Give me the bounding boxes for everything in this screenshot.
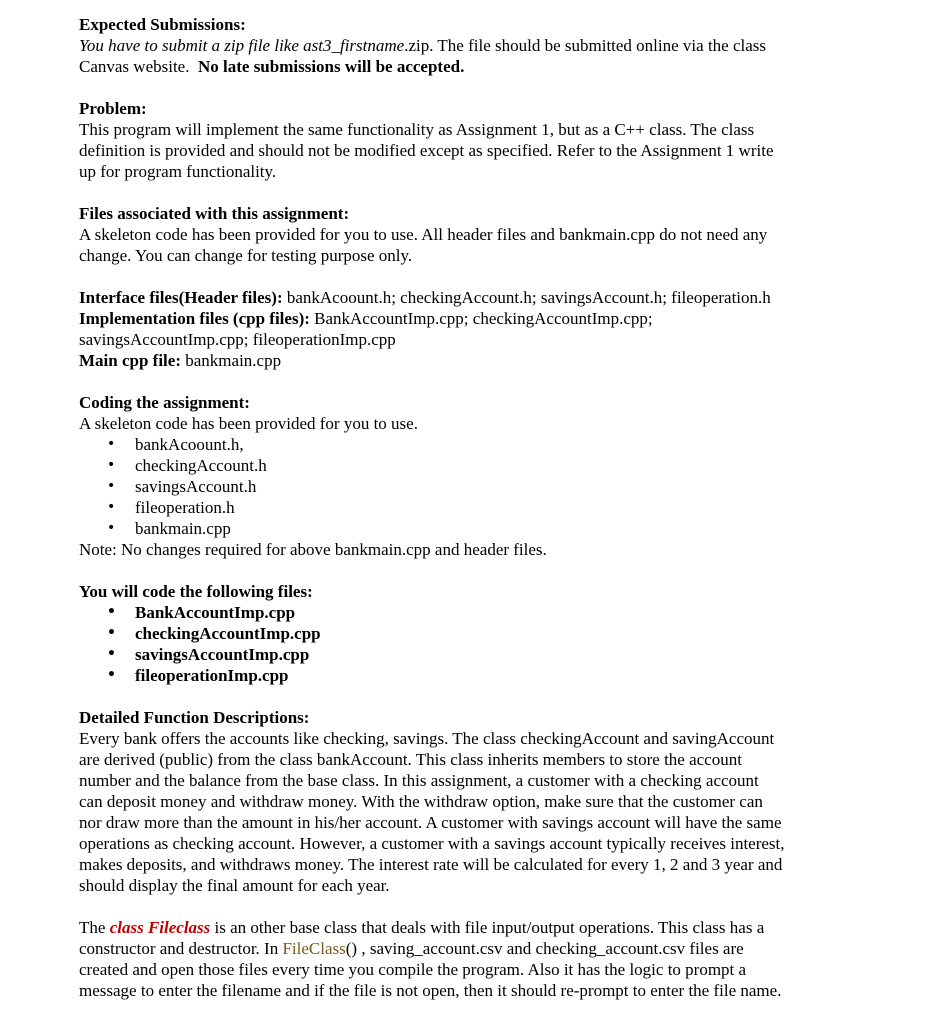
list-item: • savingsAccount.h (79, 476, 869, 497)
details-section (79, 707, 869, 896)
fileclass-line-2 (79, 938, 869, 959)
code-file-list (79, 602, 869, 686)
files-heading: Files associated with this assignment: (79, 204, 350, 223)
zip-file-name-text: You have to submit a zip file like ast3_firstname (79, 36, 405, 55)
list-item: • savingsAccountImp.cpp (79, 644, 869, 665)
main-file-line (79, 350, 869, 371)
coding-intro: A skeleton code has been provided for you to use. (79, 414, 418, 433)
no-late-submissions-text: No late submissions will be accepted. (197, 57, 465, 76)
fileclass-pre: The (79, 918, 110, 937)
list-item: • fileoperation.h (79, 497, 869, 518)
interface-files-text: bankAcoount.h; checkingAccount.h; savingsAccount.h; fileoperation.h (286, 288, 771, 307)
expected-line-1 (79, 35, 869, 56)
list-item: • fileoperationImp.cpp (79, 665, 869, 686)
fileclass-section (79, 917, 869, 1001)
file-list-section (79, 287, 869, 371)
fileclass-l2-post: () , saving_account.csv and checking_account.csv files are (345, 939, 744, 958)
coding-note: Note: No changes required for above bankmain.cpp and header files. (79, 540, 547, 559)
fileclass-l2-pre: constructor and destructor. In (79, 939, 283, 958)
implementation-files-line (79, 308, 869, 329)
details-line: should display the final amount for each year. (79, 876, 390, 895)
problem-line: up for program functionality. (79, 162, 277, 181)
code-files-heading: You will code the following files: (79, 582, 313, 601)
coding-heading: Coding the assignment: (79, 393, 250, 412)
list-item: • BankAccountImp.cpp (79, 602, 869, 623)
skeleton-file-list (79, 434, 869, 539)
expected-line-2 (79, 56, 869, 77)
expected-line-1-rest: .zip. The file should be submitted online via the class (404, 36, 767, 55)
class-fileclass-text: class Fileclass (109, 918, 211, 937)
problem-line: definition is provided and should not be modified except as specified. Refer to the Assignment 1 write (79, 141, 774, 160)
interface-files-label: Interface files(Header files): (79, 288, 283, 307)
main-file-text: bankmain.cpp (185, 351, 282, 370)
fileclass-post: is an other base class that deals with file input/output operations. This class has a (210, 918, 765, 937)
files-line: change. You can change for testing purpose only. (79, 246, 413, 265)
list-item: • bankAcoount.h, (79, 434, 869, 455)
interface-files-line (79, 287, 869, 308)
document-body (79, 14, 869, 1001)
expected-submissions-heading: Expected Submissions: (79, 15, 246, 34)
main-file-label: Main cpp file: (79, 351, 181, 370)
details-line: nor draw more than the amount in his/her account. A customer with savings account will have the same (79, 813, 782, 832)
details-line: can deposit money and withdraw money. With the withdraw option, make sure that the customer can (79, 792, 763, 811)
list-item: • checkingAccount.h (79, 455, 869, 476)
implementation-files-text: BankAccountImp.cpp; checkingAccountImp.cpp; (314, 309, 653, 328)
canvas-text: Canvas website. (79, 57, 190, 76)
implementation-files-label: Implementation files (cpp files): (79, 309, 310, 328)
problem-line: This program will implement the same functionality as Assignment 1, but as a C++ class. The class (79, 120, 755, 139)
code-files-section (79, 581, 869, 686)
details-line: operations as checking account. However, a customer with a savings account typically receives interest, (79, 834, 785, 853)
list-item: • bankmain.cpp (79, 518, 869, 539)
fileclass-line-4: message to enter the filename and if the file is not open, then it should re-prompt to enter the file name. (79, 981, 782, 1000)
problem-heading: Problem: (79, 99, 147, 118)
fileclass-line-3: created and open those files every time you compile the program. Also it has the logic to prompt a (79, 960, 747, 979)
files-section (79, 203, 869, 266)
implementation-files-line-2: savingsAccountImp.cpp; fileoperationImp.cpp (79, 330, 396, 349)
details-line: are derived (public) from the class bankAccount. This class inherits members to store the account (79, 750, 742, 769)
details-heading: Detailed Function Descriptions: (79, 708, 310, 727)
fileclass-constructor-text: FileClass (282, 939, 346, 958)
details-line: makes deposits, and withdraws money. The interest rate will be calculated for every 1, 2 and 3 year and (79, 855, 783, 874)
list-item: • checkingAccountImp.cpp (79, 623, 869, 644)
details-line: Every bank offers the accounts like checking, savings. The class checkingAccount and savingAccount (79, 729, 775, 748)
details-line: number and the balance from the base class. In this assignment, a customer with a checking account (79, 771, 759, 790)
coding-section (79, 392, 869, 560)
files-line: A skeleton code has been provided for you to use. All header files and bankmain.cpp do not need any (79, 225, 768, 244)
expected-submissions-section (79, 14, 869, 77)
fileclass-line-1 (79, 917, 869, 938)
problem-section (79, 98, 869, 182)
